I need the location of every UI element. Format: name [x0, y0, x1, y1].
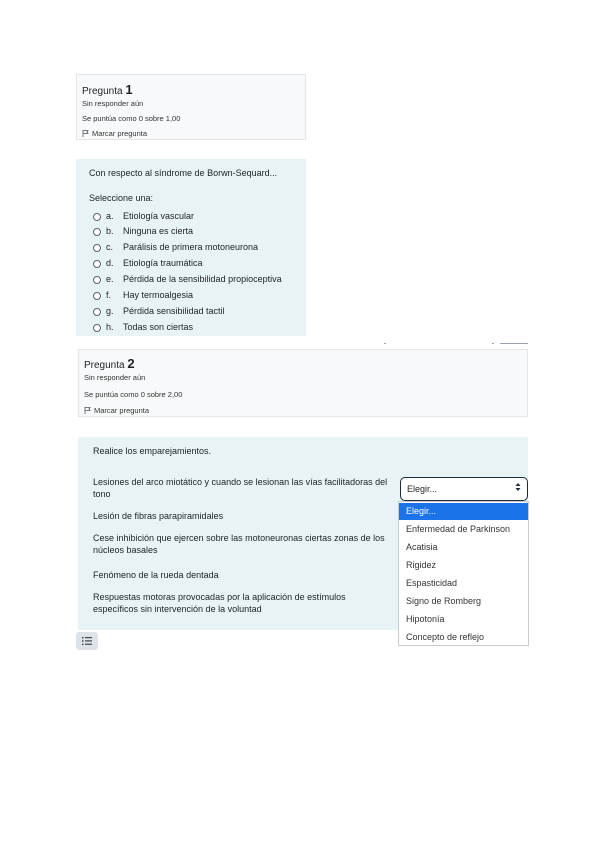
question-1-info [76, 74, 306, 140]
option-text: Ninguna es cierta [123, 226, 194, 236]
question-label: Pregunta [82, 86, 123, 97]
dropdown-option[interactable]: Enfermedad de Parkinson [406, 524, 511, 534]
option-letter: g. [106, 306, 114, 316]
match-stem-3: Cese inhibición que ejercen sobre las motoneuronas ciertas zonas de los núcleos basales [93, 533, 385, 555]
option-text: Parálisis de primera motoneurona [123, 242, 259, 252]
question-1-prompt: Con respecto al síndrome de Borwn-Sequard... [89, 168, 278, 178]
select-dropdown-list [398, 501, 529, 646]
question-label: Pregunta [84, 360, 125, 371]
list-toggle-button[interactable] [76, 632, 98, 650]
radio-button[interactable] [93, 276, 101, 284]
match-stem-2: Lesión de fibras parapiramidales [93, 511, 224, 521]
question-1-flag-link[interactable] [82, 129, 147, 138]
dropdown-option[interactable]: Acatisia [406, 542, 438, 552]
option-letter: e. [106, 274, 114, 284]
match-select-1[interactable] [400, 477, 528, 501]
flag-label: Marcar pregunta [92, 129, 148, 138]
option-letter: d. [106, 258, 114, 268]
divider [500, 343, 528, 344]
dropdown-option[interactable]: Signo de Romberg [406, 596, 482, 606]
question-number: 2 [127, 356, 135, 371]
dropdown-option[interactable]: Hipotonía [406, 614, 445, 624]
question-2-status: Sin responder aún [84, 373, 146, 382]
option-text: Hay termoalgesia [123, 290, 194, 300]
question-2-prompt: Realice los emparejamientos. [93, 446, 212, 456]
option-letter: b. [106, 226, 114, 236]
question-2-score: Se puntúa como 0 sobre 2,00 [84, 390, 183, 399]
radio-button[interactable] [93, 213, 101, 221]
flag-label: Marcar pregunta [94, 406, 150, 415]
select-value: Elegir... [407, 484, 438, 494]
question-2-info [78, 349, 528, 417]
match-stem-5: Respuestas motoras provocadas por la aplicación de estímulos específicos sin intervención de la voluntad [93, 592, 346, 614]
option-letter: f. [106, 290, 112, 300]
flag-icon [82, 130, 89, 137]
divider [384, 343, 386, 344]
radio-button[interactable] [93, 228, 101, 236]
question-number: 1 [125, 82, 133, 97]
question-1-title [82, 82, 133, 97]
list-icon [76, 632, 98, 650]
radio-button[interactable] [93, 308, 101, 316]
question-1-score: Se puntúa como 0 sobre 1,00 [82, 114, 181, 123]
option-text: Etiología traumática [123, 258, 203, 268]
flag-icon [84, 407, 91, 414]
radio-button[interactable] [93, 324, 101, 332]
option-letter: c. [106, 242, 114, 252]
option-text: Pérdida sensibilidad tactil [123, 306, 225, 316]
dropdown-option[interactable]: Rigidez [406, 560, 437, 570]
option-text: Todas son ciertas [123, 322, 194, 332]
question-1-status: Sin responder aún [82, 99, 144, 108]
radio-button[interactable] [93, 244, 101, 252]
question-1-body [76, 159, 306, 336]
dropdown-option[interactable]: Concepto de reflejo [406, 632, 485, 642]
option-text: Pérdida de la sensibilidad propioceptiva [123, 274, 282, 284]
question-2-title [84, 356, 135, 371]
option-letter: h. [106, 322, 114, 332]
radio-button[interactable] [93, 292, 101, 300]
question-2-flag-link[interactable] [84, 406, 149, 415]
option-letter: a. [106, 211, 114, 221]
match-stem-4: Fenómeno de la rueda dentada [93, 570, 219, 580]
match-stem-1: Lesiones del arco miotático y cuando se lesionan las vías facilitadoras del tono [93, 477, 388, 499]
divider [492, 343, 494, 344]
dropdown-option[interactable]: Espasticidad [406, 578, 458, 588]
radio-button[interactable] [93, 260, 101, 268]
option-text: Etiología vascular [123, 211, 195, 221]
dropdown-option[interactable]: Elegir... [399, 503, 528, 520]
updown-chevron-icon [515, 482, 521, 494]
select-one-label: Seleccione una: [89, 193, 154, 203]
